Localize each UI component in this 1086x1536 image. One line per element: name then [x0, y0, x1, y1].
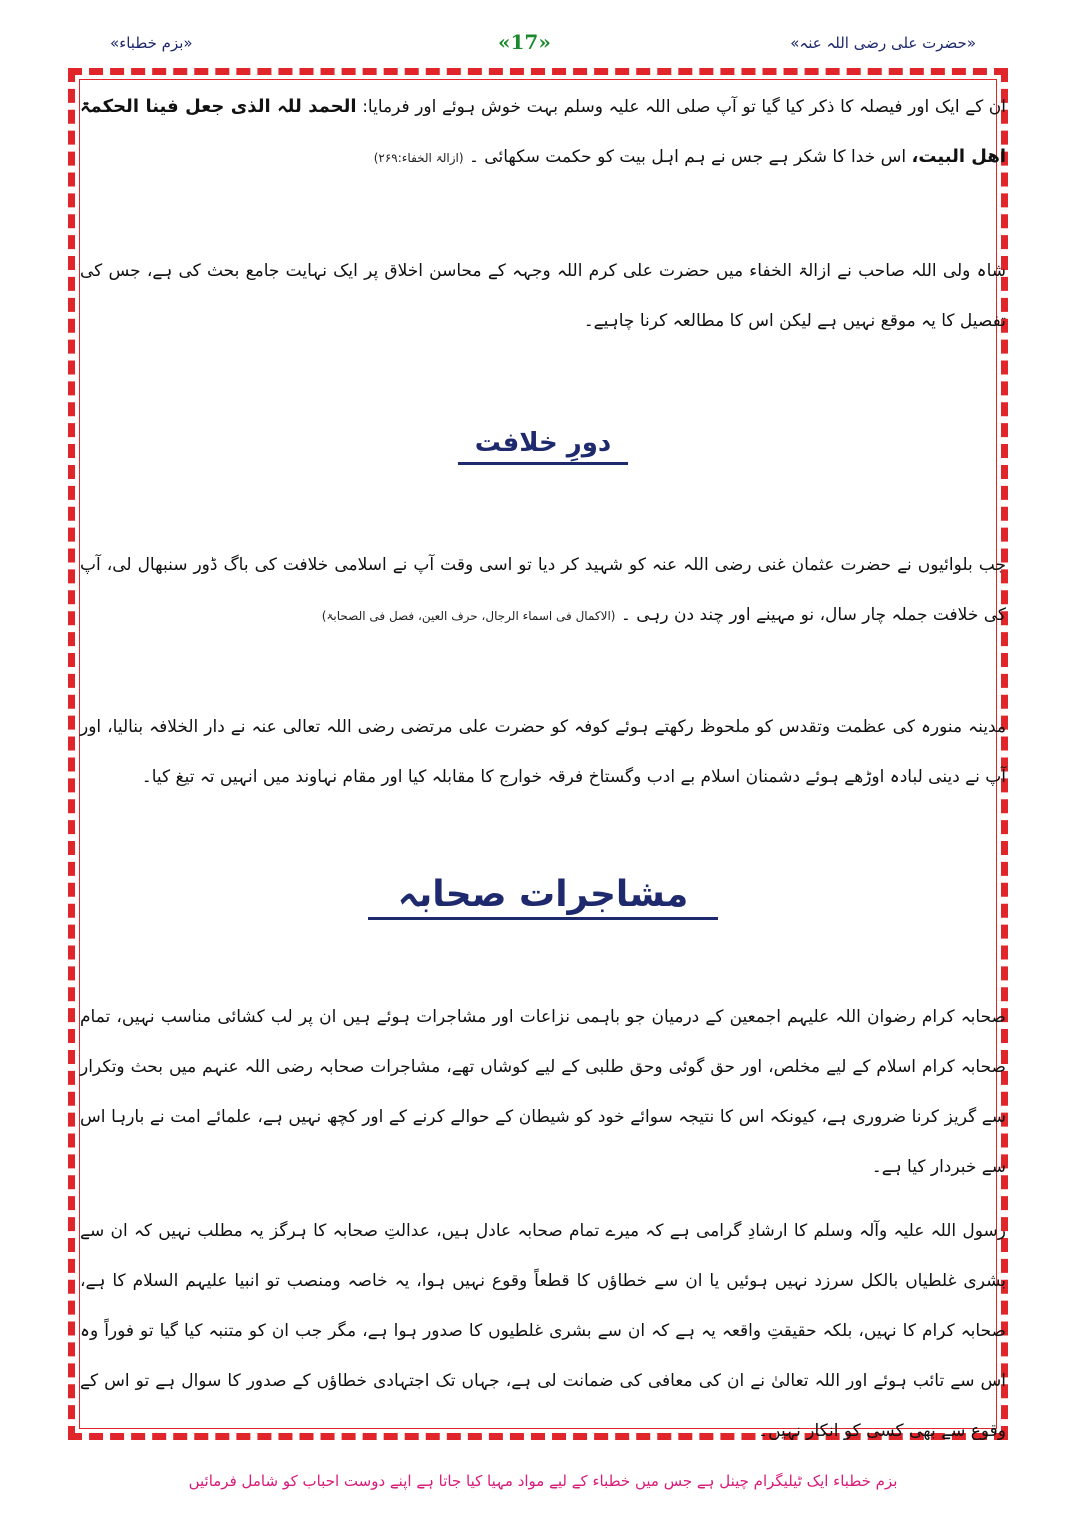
arabic-quote: الحمد للہ الذی جعل فینا الحکمۃ اھل البیت،: [80, 96, 1006, 167]
heading-text: دورِ خلافت: [474, 428, 612, 458]
paragraph-text: مدینہ منورہ کی عظمت وتقدس کو ملحوظ رکھتے ہوئے کوفہ کو حضرت علی مرتضی رضی اللہ تعالی عنہ نے دار الخلافہ بنالیا، اور آپ نے دینی لبادہ اوڑھے ہوئے دشمنان اسلام بے ادب وگستاخ فرقہ خوارج کا مقابلہ کیا اور مقام نہاوند میں انہیں تہ تیغ کیا۔: [80, 717, 1006, 787]
paragraph-text: صحابہ کرام رضوان اللہ علیہم اجمعین کے درمیان جو باہمی نزاعات اور مشاجرات ہوئے ہیں ان پر لب کشائی مناسب نہیں، تمام صحابہ کرام اسلام کے لیے مخلص، اور حق گوئی وحق طلبی کے لیے کوشاں تھے، مشاجرات صحابہ رضی اللہ عنہم میں بحث وتکرار سے گریز کرنا ضروری ہے، کیونکہ اس کا نتیجہ سوائے خود کو شیطان کے حوالے کرنے کے اور کچھ نہیں ہے، علمائے امت نے بارہا اس سے خبردار کیا ہے۔: [80, 1007, 1006, 1177]
page-number: «17»: [498, 30, 551, 54]
paragraph-shah-waliullah: [80, 246, 1006, 346]
header-chapter-title: «حضرت علی رضی اللہ عنہ»: [790, 34, 976, 52]
paragraph-text: ان کے ایک اور فیصلہ کا ذکر کیا گیا تو آپ صلی اللہ علیہ وسلم بہت خوش ہوئے اور فرمایا:: [362, 97, 1006, 117]
paragraph-text: جب بلوائیوں نے حضرت عثمان غنی رضی اللہ عنہ کو شہید کر دیا تو اسی وقت آپ نے اسلامی خلافت کی باگ ڈور سنبھال لی، آپ کی خلافت جملہ چار سال، نو مہینے اور چند دن رہی ۔: [80, 555, 1006, 625]
heading-text: مشاجرات صحابہ: [397, 874, 689, 915]
reference: (ازالۃ الخفاء:۲۶۹): [373, 151, 464, 165]
header-channel-title: «بزم خطباء»: [110, 34, 193, 52]
heading-mushajarat: [0, 874, 1086, 920]
heading-underline: [458, 462, 628, 465]
paragraph-mushajarat: [80, 992, 1006, 1192]
paragraph-decision: [80, 82, 1006, 183]
reference: (الاکمال فی اسماء الرجال، حرف العین، فصل فی الصحابۃ): [321, 609, 616, 623]
page-header: [0, 30, 1086, 66]
paragraph-text: شاہ ولی اللہ صاحب نے ازالۃ الخفاء میں حضرت علی کرم اللہ وجہہ کے محاسن اخلاق پر ایک نہایت جامع بحث کی ہے، جس کی تفصیل کا یہ موقع نہیں ہے لیکن اس کا مطالعہ کرنا چاہیے۔: [80, 261, 1006, 331]
paragraph-kufa: [80, 702, 1006, 802]
heading-khilafat: [0, 428, 1086, 465]
paragraph-text: رسول اللہ علیہ وآلہ وسلم کا ارشادِ گرامی ہے کہ میرے تمام صحابہ عادل ہیں، عدالتِ صحابہ کا ہرگز یہ مطلب نہیں کہ ان سے بشری غلطیاں بالکل سرزد نہیں ہوئیں یا ان سے خطاؤں کا قطعاً وقوع نہیں ہوا، یہ خاصہ ومنصب تو انبیا علیہم السلام کا ہے، صحابہ کرام کا نہیں، بلکہ حقیقتِ واقعہ یہ ہے کہ ان سے بشری غلطیوں کا صدور ہوا ہے، مگر جب ان کو متنبہ کیا گیا تو فوراً وہ اس سے تائب ہوئے اور اللہ تعالیٰ نے ان کی معافی کی ضمانت لی ہے، جہاں تک اجتہادی خطاؤں کے صدور کا سوال ہے تو اس کے وقوع سے بھی کسی کو انکار نہیں۔: [80, 1221, 1006, 1441]
footer-channel-note: بزم خطباء ایک ٹیلیگرام چینل ہے جس میں خطباء کے لیے مواد مہیا کیا جاتا ہے اپنے دوست احباب کو شامل فرمائیں: [188, 1472, 898, 1490]
paragraph-text-rest: اس خدا کا شکر ہے جس نے ہم اہل بیت کو حکمت سکھائی ۔: [468, 147, 907, 167]
paragraph-adalat-sahaba: [80, 1206, 1006, 1456]
paragraph-khilafat: [80, 540, 1006, 641]
heading-underline: [368, 917, 718, 920]
